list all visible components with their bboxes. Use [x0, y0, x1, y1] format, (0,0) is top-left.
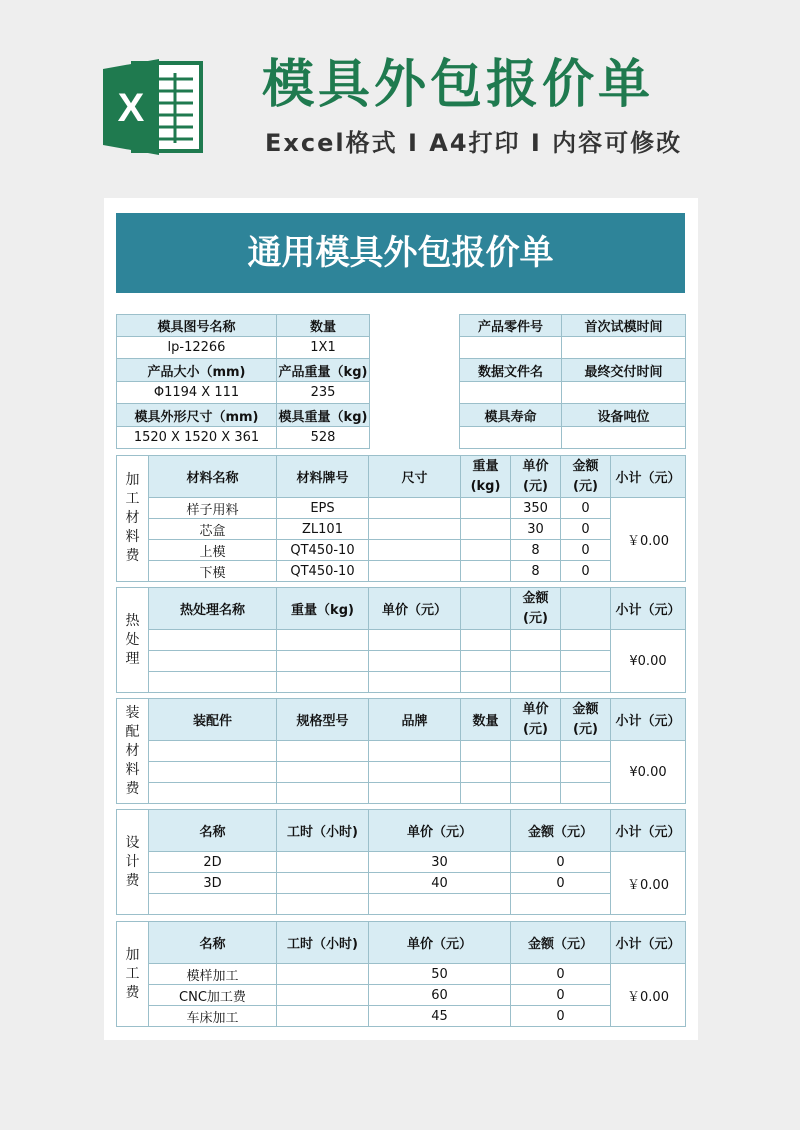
excel-icon — [103, 57, 205, 157]
info-label: 设备吨位 — [562, 404, 686, 427]
mold-info-table — [116, 314, 370, 449]
table-cell[interactable] — [461, 630, 511, 651]
table-cell[interactable] — [277, 630, 369, 651]
table-cell[interactable]: 0 — [561, 519, 611, 540]
table-cell[interactable]: QT450-10 — [277, 561, 369, 582]
table-cell[interactable] — [561, 741, 611, 762]
subtotal-cell[interactable]: ¥0.00 — [611, 630, 686, 693]
table-cell[interactable] — [277, 741, 369, 762]
table-cell[interactable] — [369, 630, 461, 651]
table-cell[interactable] — [511, 630, 561, 651]
table-cell[interactable]: 车床加工 — [149, 1006, 277, 1027]
subtitle: Excel格式 I A4打印 I 内容可修改 — [265, 129, 683, 157]
column-header: 材料牌号 — [277, 456, 369, 498]
table-cell[interactable] — [369, 561, 461, 582]
table-cell[interactable] — [149, 894, 277, 915]
info-value[interactable] — [460, 427, 562, 449]
column-header: 小计（元） — [611, 588, 686, 630]
table-cell[interactable] — [561, 672, 611, 693]
table-cell[interactable] — [369, 519, 461, 540]
table-cell[interactable]: 0 — [511, 873, 611, 894]
table-cell[interactable] — [461, 741, 511, 762]
excel-icon-letter: X — [117, 86, 145, 130]
table-cell[interactable] — [561, 651, 611, 672]
section-label — [117, 699, 149, 804]
table-cell[interactable]: 350 — [511, 498, 561, 519]
table-cell[interactable]: 0 — [511, 964, 611, 985]
table-cell[interactable] — [561, 762, 611, 783]
table-cell[interactable] — [149, 630, 277, 651]
column-header — [561, 588, 611, 630]
column-header: 尺寸 — [369, 456, 461, 498]
fittings-section — [116, 698, 686, 804]
table-cell[interactable] — [277, 873, 369, 894]
column-header: 金额(元) — [511, 588, 561, 630]
column-header: 单价（元） — [369, 588, 461, 630]
info-value[interactable]: lp-12266 — [117, 337, 277, 359]
table-cell[interactable]: 下模 — [149, 561, 277, 582]
column-header: 金额（元） — [511, 922, 611, 964]
info-label: 产品大小（mm) — [117, 359, 277, 382]
info-value[interactable]: Φ1194 X 111 — [117, 382, 277, 404]
processing-fee-section — [116, 921, 686, 1027]
column-header: 名称 — [149, 810, 277, 852]
table-cell[interactable] — [277, 762, 369, 783]
column-header: 单价(元) — [511, 456, 561, 498]
table-cell[interactable] — [149, 651, 277, 672]
section-label — [117, 588, 149, 693]
table-cell[interactable] — [461, 519, 511, 540]
info-label: 模具图号名称 — [117, 315, 277, 337]
subtotal-cell[interactable]: ￥0.00 — [611, 498, 686, 582]
table-cell[interactable]: 8 — [511, 540, 561, 561]
column-header: 工时（小时) — [277, 922, 369, 964]
main-title: 模具外包报价单 — [262, 55, 655, 115]
materials-section — [116, 455, 686, 582]
column-header — [461, 588, 511, 630]
table-cell[interactable]: 0 — [511, 852, 611, 873]
section-label — [117, 922, 149, 1027]
table-cell[interactable]: 2D — [149, 852, 277, 873]
column-header: 数量 — [461, 699, 511, 741]
table-cell[interactable]: 样子用料 — [149, 498, 277, 519]
info-label: 最终交付时间 — [562, 359, 686, 382]
section-label-text: 热处理 — [125, 612, 140, 667]
table-cell[interactable] — [369, 741, 461, 762]
table-cell[interactable] — [461, 783, 511, 804]
table-cell[interactable] — [461, 498, 511, 519]
subtotal-cell[interactable]: ¥0.00 — [611, 741, 686, 804]
column-header: 重量（kg) — [277, 588, 369, 630]
page-header — [0, 0, 800, 200]
table-cell[interactable] — [461, 540, 511, 561]
table-cell[interactable] — [149, 741, 277, 762]
table-cell[interactable] — [149, 783, 277, 804]
column-header: 金额(元) — [561, 699, 611, 741]
column-header: 小计（元） — [611, 922, 686, 964]
table-cell[interactable] — [511, 762, 561, 783]
table-cell[interactable] — [461, 762, 511, 783]
table-cell[interactable] — [369, 762, 461, 783]
table-cell[interactable]: 60 — [369, 985, 511, 1006]
info-value[interactable] — [562, 427, 686, 449]
part-info-table — [459, 314, 686, 449]
table-cell[interactable]: ZL101 — [277, 519, 369, 540]
info-label: 模具重量（kg) — [277, 404, 370, 427]
info-value[interactable]: 528 — [277, 427, 370, 449]
table-cell[interactable] — [277, 783, 369, 804]
column-header: 名称 — [149, 922, 277, 964]
table-cell[interactable] — [461, 561, 511, 582]
column-header: 金额(元) — [561, 456, 611, 498]
info-label: 模具外形尺寸（mm) — [117, 404, 277, 427]
info-value[interactable] — [460, 382, 562, 404]
table-cell[interactable]: 3D — [149, 873, 277, 894]
table-cell[interactable] — [511, 741, 561, 762]
column-header: 小计（元） — [611, 699, 686, 741]
column-header: 金额（元） — [511, 810, 611, 852]
table-cell[interactable] — [511, 894, 611, 915]
table-cell[interactable] — [277, 894, 369, 915]
table-cell[interactable] — [277, 1006, 369, 1027]
column-header: 小计（元） — [611, 810, 686, 852]
section-label-text: 装配材料费 — [125, 704, 140, 797]
table-cell[interactable] — [369, 672, 461, 693]
column-header: 重量(kg) — [461, 456, 511, 498]
table-cell[interactable] — [369, 498, 461, 519]
info-label: 首次试模时间 — [562, 315, 686, 337]
column-header: 热处理名称 — [149, 588, 277, 630]
column-header: 规格型号 — [277, 699, 369, 741]
table-cell[interactable]: 0 — [561, 540, 611, 561]
column-header: 小计（元） — [611, 456, 686, 498]
table-cell[interactable] — [369, 540, 461, 561]
table-cell[interactable]: QT450-10 — [277, 540, 369, 561]
info-label: 模具寿命 — [460, 404, 562, 427]
table-cell[interactable]: 50 — [369, 964, 511, 985]
table-cell[interactable] — [461, 651, 511, 672]
column-header: 品牌 — [369, 699, 461, 741]
design-fee-section — [116, 809, 686, 915]
column-header: 单价(元) — [511, 699, 561, 741]
table-cell[interactable]: 30 — [511, 519, 561, 540]
info-value[interactable]: 1520 X 1520 X 361 — [117, 427, 277, 449]
info-label: 产品重量（kg) — [277, 359, 370, 382]
table-cell[interactable]: 40 — [369, 873, 511, 894]
section-label-text: 设计费 — [125, 834, 140, 889]
table-cell[interactable]: 芯盒 — [149, 519, 277, 540]
section-label-text: 加工费 — [125, 946, 140, 1001]
table-cell[interactable]: 45 — [369, 1006, 511, 1027]
table-cell[interactable]: 模样加工 — [149, 964, 277, 985]
section-label — [117, 810, 149, 915]
table-cell[interactable]: 上模 — [149, 540, 277, 561]
info-value[interactable] — [460, 337, 562, 359]
table-cell[interactable] — [277, 985, 369, 1006]
column-header: 单价（元） — [369, 922, 511, 964]
table-cell[interactable] — [511, 783, 561, 804]
table-cell[interactable] — [561, 783, 611, 804]
column-header: 装配件 — [149, 699, 277, 741]
table-cell[interactable]: 0 — [561, 561, 611, 582]
info-value[interactable] — [562, 382, 686, 404]
table-cell[interactable] — [369, 651, 461, 672]
table-cell[interactable]: 8 — [511, 561, 561, 582]
table-cell[interactable] — [149, 762, 277, 783]
table-cell[interactable]: 30 — [369, 852, 511, 873]
table-cell[interactable] — [561, 630, 611, 651]
table-cell[interactable]: EPS — [277, 498, 369, 519]
table-cell[interactable] — [511, 651, 561, 672]
info-label: 数量 — [277, 315, 370, 337]
subtotal-cell[interactable]: ￥0.00 — [611, 964, 686, 1027]
table-cell[interactable] — [149, 672, 277, 693]
info-value[interactable]: 235 — [277, 382, 370, 404]
table-cell[interactable] — [277, 651, 369, 672]
table-cell[interactable] — [277, 852, 369, 873]
info-label: 数据文件名 — [460, 359, 562, 382]
table-cell[interactable] — [369, 783, 461, 804]
table-cell[interactable] — [511, 672, 561, 693]
table-cell[interactable]: 0 — [511, 1006, 611, 1027]
subtotal-cell[interactable]: ￥0.00 — [611, 852, 686, 915]
table-cell[interactable] — [461, 672, 511, 693]
table-cell[interactable]: 0 — [511, 985, 611, 1006]
table-cell[interactable]: 0 — [561, 498, 611, 519]
column-header: 材料名称 — [149, 456, 277, 498]
info-value[interactable] — [562, 337, 686, 359]
table-cell[interactable]: CNC加工费 — [149, 985, 277, 1006]
section-label — [117, 456, 149, 582]
table-cell[interactable] — [277, 964, 369, 985]
section-label-text: 加工材料费 — [125, 472, 140, 564]
table-cell[interactable] — [277, 672, 369, 693]
table-cell[interactable] — [369, 894, 511, 915]
info-label: 产品零件号 — [460, 315, 562, 337]
info-value[interactable]: 1X1 — [277, 337, 370, 359]
column-header: 单价（元） — [369, 810, 511, 852]
sheet-title-banner: 通用模具外包报价单 — [116, 213, 685, 293]
heat-treatment-section — [116, 587, 686, 693]
column-header: 工时（小时) — [277, 810, 369, 852]
